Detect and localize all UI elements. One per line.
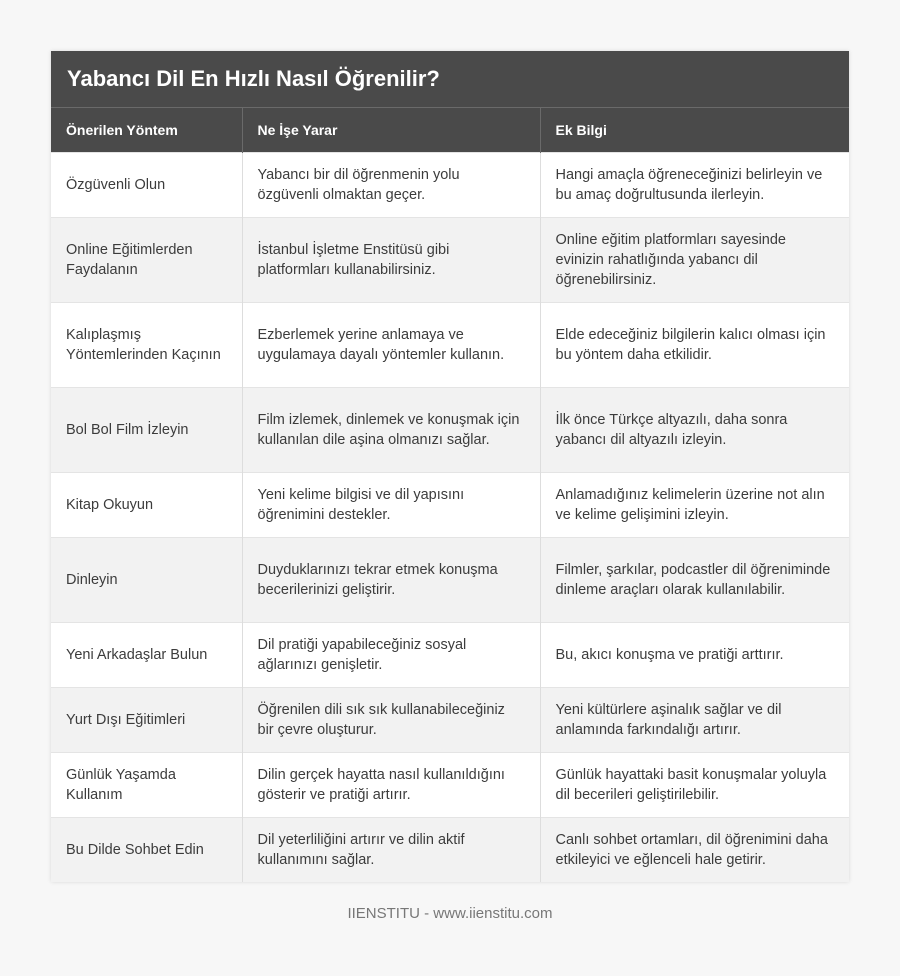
cell-purpose: Dil pratiği yapabileceğiniz sosyal ağlarınızı genişletir. [242, 622, 540, 687]
cell-purpose: Duyduklarınızı tekrar etmek konuşma becerilerinizi geliştirir. [242, 537, 540, 622]
cell-method: Dinleyin [51, 537, 242, 622]
table-row [51, 472, 849, 537]
cell-purpose: Yeni kelime bilgisi ve dil yapısını öğrenimini destekler. [242, 472, 540, 537]
cell-purpose: Ezberlemek yerine anlamaya ve uygulamaya dayalı yöntemler kullanın. [242, 302, 540, 387]
cell-purpose: Film izlemek, dinlemek ve konuşmak için kullanılan dile aşina olmanızı sağlar. [242, 387, 540, 472]
column-header-extra-info: Ek Bilgi [540, 108, 849, 152]
column-header-purpose: Ne İşe Yarar [242, 108, 540, 152]
cell-purpose: Öğrenilen dili sık sık kullanabileceğiniz bir çevre oluşturur. [242, 687, 540, 752]
table-row [51, 302, 849, 387]
cell-method: Online Eğitimlerden Faydalanın [51, 217, 242, 302]
cell-extra-info: Filmler, şarkılar, podcastler dil öğreniminde dinleme araçları olarak kullanılabilir. [540, 537, 849, 622]
table-row [51, 687, 849, 752]
table-row [51, 537, 849, 622]
cell-method: Kalıplaşmış Yöntemlerinden Kaçının [51, 302, 242, 387]
cell-method: Bu Dilde Sohbet Edin [51, 817, 242, 882]
table-row [51, 152, 849, 217]
cell-extra-info: Yeni kültürlere aşinalık sağlar ve dil anlamında farkındalığı artırır. [540, 687, 849, 752]
table-row [51, 622, 849, 687]
methods-table [51, 108, 849, 882]
table-row [51, 217, 849, 302]
cell-extra-info: Canlı sohbet ortamları, dil öğrenimini daha etkileyici ve eğlenceli hale getirir. [540, 817, 849, 882]
cell-extra-info: Günlük hayattaki basit konuşmalar yoluyla dil becerileri geliştirilebilir. [540, 752, 849, 817]
cell-extra-info: Hangi amaçla öğreneceğinizi belirleyin ve bu amaç doğrultusunda ilerleyin. [540, 152, 849, 217]
cell-purpose: İstanbul İşletme Enstitüsü gibi platformları kullanabilirsiniz. [242, 217, 540, 302]
cell-method: Bol Bol Film İzleyin [51, 387, 242, 472]
cell-purpose: Dilin gerçek hayatta nasıl kullanıldığını gösterir ve pratiği artırır. [242, 752, 540, 817]
cell-extra-info: Elde edeceğiniz bilgilerin kalıcı olması için bu yöntem daha etkilidir. [540, 302, 849, 387]
footer-credit: IIENSTITU - www.iienstitu.com [347, 905, 553, 922]
cell-extra-info: Bu, akıcı konuşma ve pratiği arttırır. [540, 622, 849, 687]
table-card [51, 51, 849, 882]
cell-extra-info: İlk önce Türkçe altyazılı, daha sonra yabancı dil altyazılı izleyin. [540, 387, 849, 472]
table-title: Yabancı Dil En Hızlı Nasıl Öğrenilir? [51, 51, 849, 108]
cell-method: Özgüvenli Olun [51, 152, 242, 217]
cell-extra-info: Online eğitim platformları sayesinde evinizin rahatlığında yabancı dil öğrenebilirsiniz. [540, 217, 849, 302]
column-header-method: Önerilen Yöntem [51, 108, 242, 152]
table-row [51, 817, 849, 882]
cell-purpose: Yabancı bir dil öğrenmenin yolu özgüvenli olmaktan geçer. [242, 152, 540, 217]
cell-method: Yeni Arkadaşlar Bulun [51, 622, 242, 687]
cell-method: Yurt Dışı Eğitimleri [51, 687, 242, 752]
cell-method: Kitap Okuyun [51, 472, 242, 537]
table-row [51, 752, 849, 817]
cell-purpose: Dil yeterliliğini artırır ve dilin aktif kullanımını sağlar. [242, 817, 540, 882]
cell-method: Günlük Yaşamda Kullanım [51, 752, 242, 817]
header-row [51, 108, 849, 152]
cell-extra-info: Anlamadığınız kelimelerin üzerine not alın ve kelime gelişimini izleyin. [540, 472, 849, 537]
table-row [51, 387, 849, 472]
